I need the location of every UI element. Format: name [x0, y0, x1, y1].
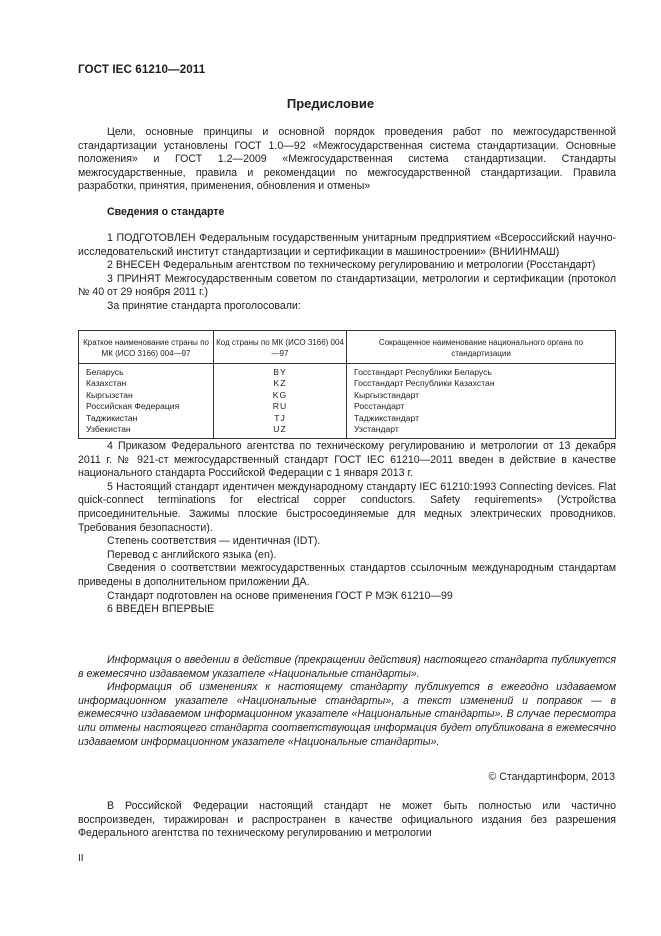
item-2: 2 ВНЕСЕН Федеральным агентством по техническому регулированию и метрологии (Росстандарт) — [107, 259, 596, 272]
intro-paragraph: Цели, основные принципы и основной порядок проведения работ по межгосударственной стандартизации установлены ГОСТ 1.0—92 «Межгосударственная система стандартизации. Основные положения» и ГОСТ 1.2—2009 «Межгосударственная система стандартизации. Стандарты межгосударственные, правила и рекомендации по межгосударственной стандартизации. Правила разработки, принятия, применения, обновления и отмены» — [78, 126, 616, 193]
publication-info — [78, 654, 616, 749]
code-cell: KZ — [273, 378, 287, 389]
item-6: 6 ВВЕДЕН ВПЕРВЫЕ — [107, 603, 215, 616]
body-cell: Госстандарт Республики Беларусь — [354, 367, 492, 377]
col-body-header: Сокращенное наименование национального органа по стандартизации — [347, 331, 616, 364]
code-cell: KG — [272, 389, 288, 400]
col-country-header: Краткое наименование страны по МК (ИСО 3166) 004—97 — [79, 331, 214, 364]
standard-info-list — [78, 232, 616, 314]
country-cell: Таджикистан — [86, 412, 138, 423]
degree-of-conformity: Степень соответствия — идентичная (IDT). — [107, 535, 321, 548]
country-cell: Казахстан — [86, 378, 127, 389]
col-code-header: Код страны по МК (ИСО 3166) 004—97 — [214, 331, 347, 364]
code-cell: RU — [272, 401, 288, 412]
body-cell: Росстандарт — [354, 401, 405, 412]
references-note: Сведения о соответствии межгосударственных стандартов ссылочным международным стандартам приведены в дополнительном приложении ДА. — [78, 562, 616, 588]
voted-label: За принятие стандарта проголосовали: — [107, 299, 301, 312]
item-1: 1 ПОДГОТОВЛЕН Федеральным государственным унитарным предприятием «Всероссийский научно-исследовательский институт стандартизации и сертификации в машиностроении» (ВНИИНМАШ) — [78, 232, 616, 258]
item-4: 4 Приказом Федерального агентства по техническому регулированию и метрологии от 13 декабря 2011 г. № 921-ст межгосударственный стандарт ГОСТ IEC 61210—2011 введен в действие в качестве национального стандарта Российской Федерации с 1 января 2013 г. — [78, 440, 616, 480]
info-paragraph-2: Информация об изменениях к настоящему стандарту публикуется в ежегодно издаваемом информационном указателе «Национальные стандарты», а текст изменений и поправок — в ежемесячно издаваемом информационном указателе «Национальные стандарты». В случае пересмотра или отмены настоящего стандарта соответствующая информация будет опубликована в ежемесячно издаваемом информационном указателе «Национальные стандарты». — [78, 681, 616, 748]
info-paragraph-1: Информация о введении в действие (прекращении действия) настоящего стандарта публикуется в ежемесячно издаваемом указателе «Национальные стандарты». — [78, 654, 616, 680]
body-list — [347, 364, 615, 438]
body-cell: Кыргызстандарт — [354, 389, 420, 400]
country-cell: Кыргызстан — [86, 389, 133, 400]
voting-table — [78, 330, 616, 439]
item-5: 5 Настоящий стандарт идентичен международному стандарту IEC 61210:1993 Connecting devices. Flat quick-connect terminations for electrical copper conductors. Safety requirements» (Устройства присоединительные. Зажимы плоские быстросоединяемые для медных электрических проводников. Требования безопасности). — [78, 480, 616, 534]
prepared-note: Стандарт подготовлен на основе применения ГОСТ Р МЭК 61210—99 — [107, 589, 453, 602]
about-standard-heading-block — [78, 206, 616, 220]
about-standard-heading: Сведения о стандарте — [107, 206, 225, 218]
legal-notice: В Российской Федерации настоящий стандарт не может быть полностью или частично воспроизведен, тиражирован и распространен в качестве официального издания без разрешения Федерального агентства по техническому регулированию и метрологии — [78, 800, 616, 840]
country-cell: Беларусь — [86, 367, 124, 377]
intro-section — [78, 126, 616, 194]
document-header-id: ГОСТ IEC 61210—2011 — [78, 63, 206, 76]
code-cell: UZ — [273, 424, 287, 435]
body-cell: Таджикстандарт — [354, 412, 420, 423]
country-list — [79, 364, 213, 438]
legal-notice-block — [78, 800, 616, 841]
code-cell: TJ — [274, 412, 286, 423]
table-body-row — [79, 364, 616, 439]
standard-info-list-continued — [78, 440, 616, 617]
code-list — [214, 364, 346, 438]
code-cell: BY — [273, 367, 287, 377]
country-cell: Узбекистан — [86, 424, 131, 435]
table-header-row — [79, 331, 616, 364]
body-cell: Узстандарт — [354, 424, 399, 435]
country-cell: Российская Федерация — [86, 401, 180, 412]
copyright-notice: © Стандартинформ, 2013 — [488, 771, 615, 783]
item-3: 3 ПРИНЯТ Межгосударственным советом по стандартизации, метрологии и сертификации (протокол № 40 от 29 ноября 2011 г.) — [78, 272, 616, 299]
translation-note: Перевод с английского языка (en). — [107, 548, 277, 561]
body-cell: Госстандарт Республики Казахстан — [354, 378, 495, 389]
page-number: II — [78, 853, 84, 864]
page-title: Предисловие — [286, 96, 375, 111]
